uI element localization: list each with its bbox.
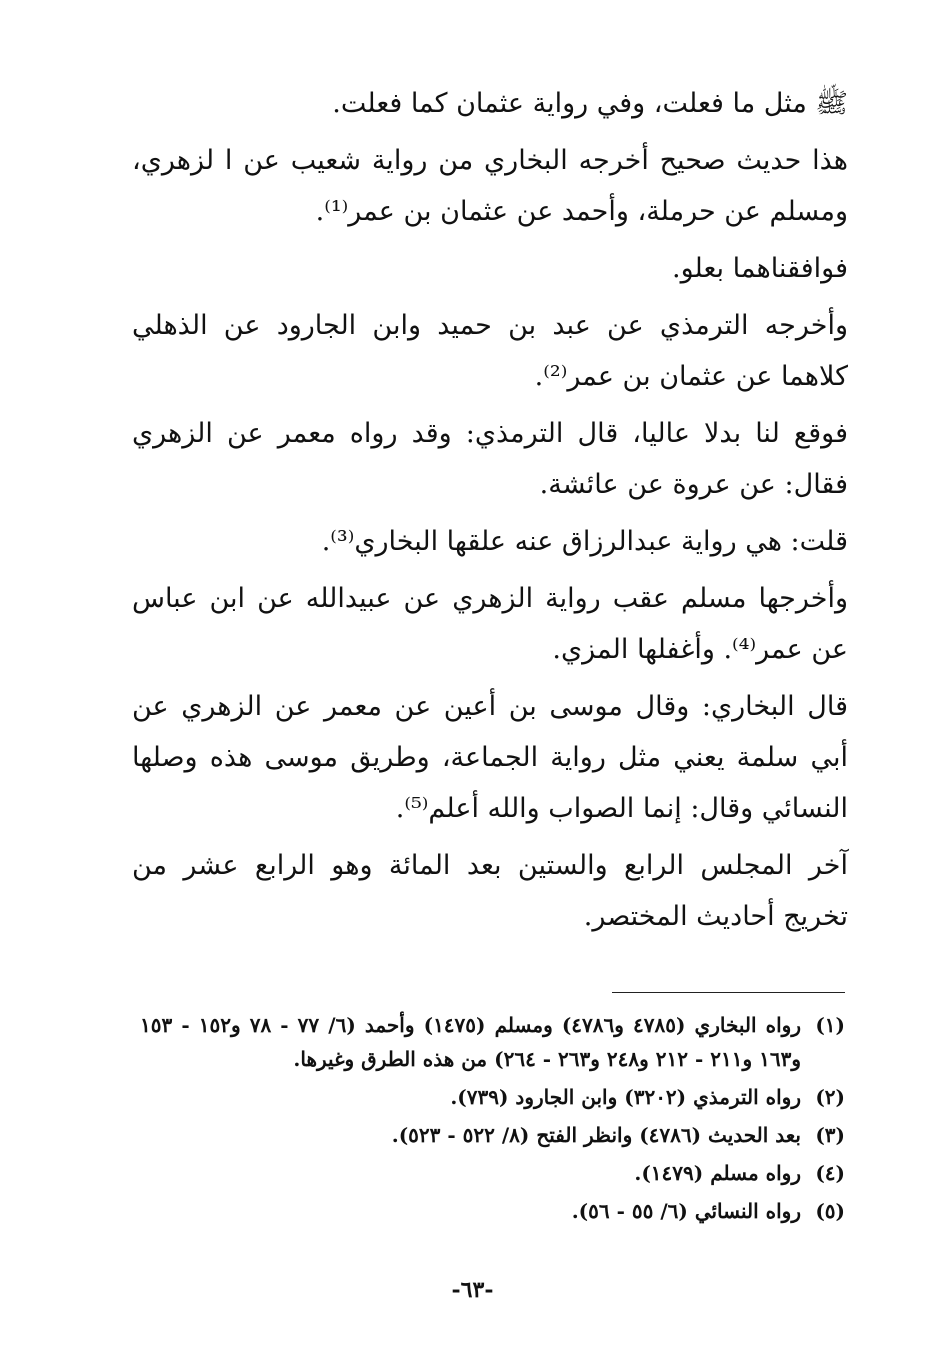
footnote-text: بعد الحديث (٤٧٨٦) وانظر الفتح (٨/ ٥٢٢ - ٥٢٣). <box>391 1123 801 1147</box>
paragraph-2: هذا حديث صحيح أخرجه البخاري من رواية شعيب عن ا لزهري، ومسلم عن حرملة، وأحمد عن عثمان بن عمر⁽¹⁾. <box>132 145 848 227</box>
paragraph-8: قال البخاري: وقال موسى بن أعين عن معمر عن الزهري عن أبي سلمة يعني مثل رواية الجماعة، وطريق موسى هذه وصلها النسائي وقال: إنما الصواب والله أعلم⁽⁵⁾. <box>132 691 848 824</box>
footnote-number: (٢) <box>815 1085 845 1109</box>
page-number: -٦٣- <box>451 1277 494 1303</box>
paragraph-1: ﷺ مثل ما فعلت، وفي رواية عثمان كما فعلت. <box>332 88 848 119</box>
footnote-item <box>140 1118 845 1152</box>
footnote-number: (٥) <box>815 1199 845 1223</box>
footnote-text: رواه البخاري (٤٧٨٥ و٤٧٨٦) ومسلم (١٤٧٥) وأحمد (٦/ ٧٧ - ٧٨ و١٥٢ - ١٥٣ و١٦٣ و٢١١ - ٢١٢ و٢٤٨ و٢٦٣ - ٢٦٤) من هذه الطرق وغيرها. <box>140 1013 801 1071</box>
paragraph-7: وأخرجها مسلم عقب رواية الزهري عن عبيدالله عن ابن عباس عن عمر⁽⁴⁾. وأغفلها المزي. <box>132 583 848 665</box>
footnote-number: (٣) <box>815 1123 845 1147</box>
footnote-text: رواه مسلم (١٤٧٩). <box>634 1161 801 1185</box>
footnote-item <box>140 1008 845 1076</box>
footnote-number: (١) <box>815 1013 845 1037</box>
footnote-text: رواه الترمذي (٣٢٠٢) وابن الجارود (٧٣٩). <box>450 1085 801 1109</box>
paragraph-5: فوقع لنا بدلا عاليا، قال الترمذي: وقد رواه معمر عن الزهري فقال: عن عروة عن عائشة. <box>132 418 848 500</box>
paragraph-4: وأخرجه الترمذي عن عبد بن حميد وابن الجارود عن الذهلي كلاهما عن عثمان بن عمر⁽²⁾. <box>132 310 848 392</box>
footnote-number: (٤) <box>815 1161 845 1185</box>
footnote-item <box>140 1156 845 1190</box>
footnotes <box>140 1008 845 1232</box>
footnote-divider <box>612 992 845 993</box>
paragraph-6: قلت: هي رواية عبدالرزاق عنه علقها البخاري⁽³⁾. <box>321 526 848 557</box>
footnote-text: رواه النسائي (٦/ ٥٥ - ٥٦). <box>571 1199 801 1223</box>
paragraph-3: فوافقناهما بعلو. <box>672 253 848 284</box>
main-text <box>132 78 848 946</box>
footnote-item <box>140 1080 845 1114</box>
paragraph-9: آخر المجلس الرابع والستين بعد المائة وهو الرابع عشر من تخريج أحاديث المختصر. <box>132 850 848 932</box>
footnote-item <box>140 1194 845 1228</box>
